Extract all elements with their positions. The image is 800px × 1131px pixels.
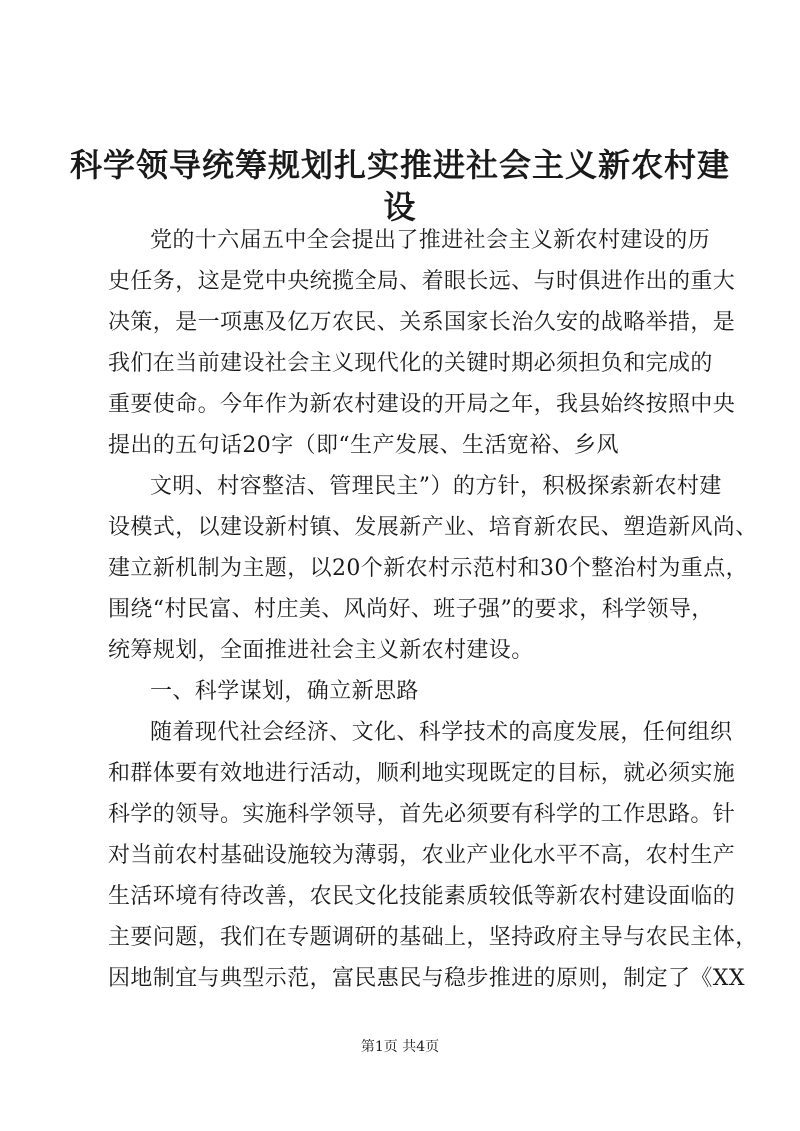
paragraph-line: 和群体要有效地进行活动，顺利地实现既定的目标，就必须实施 bbox=[108, 761, 736, 786]
paragraph-line: 决策，是一项惠及亿万农民、关系国家长治久安的战略举措，是 bbox=[108, 310, 736, 335]
paragraph-line: 主要问题，我们在专题调研的基础上，坚持政府主导与农民主体， bbox=[108, 925, 758, 950]
document-title-line-2: 设 bbox=[383, 188, 417, 226]
section-heading: 一、科学谋划，确立新思路 bbox=[150, 679, 419, 704]
paragraph-line: 建立新机制为主题，以20个新农村示范村和30个整治村为重点， bbox=[108, 556, 748, 581]
paragraph-line: 对当前农村基础设施较为薄弱，农业产业化水平不高，农村生产 bbox=[108, 843, 736, 868]
paragraph-line: 文明、村容整洁、管理民主”）的方针，积极探索新农村建 bbox=[150, 474, 722, 499]
document-title-line-1: 科学领导统筹规划扎实推进社会主义新农村建 bbox=[69, 146, 730, 184]
paragraph-line: 提出的五句话20字（即“生产发展、生活宽裕、乡风 bbox=[108, 433, 619, 458]
paragraph-line: 生活环境有待改善，农民文化技能素质较低等新农村建设面临的 bbox=[108, 884, 736, 909]
paragraph-line: 因地制宜与典型示范，富民惠民与稳步推进的原则，制定了《XX bbox=[108, 966, 745, 991]
page-footer: 第1页 共4页 bbox=[360, 1039, 440, 1055]
paragraph-line: 围绕“村民富、村庄美、风尚好、班子强”的要求，科学领导， bbox=[108, 597, 714, 622]
paragraph-line: 党的十六届五中全会提出了推进社会主义新农村建设的历 bbox=[150, 228, 711, 253]
paragraph-line: 统筹规划，全面推进社会主义新农村建设。 bbox=[108, 638, 534, 663]
paragraph-line: 随着现代社会经济、文化、科学技术的高度发展，任何组织 bbox=[150, 720, 733, 745]
paragraph-line: 科学的领导。实施科学领导，首先必须要有科学的工作思路。针 bbox=[108, 802, 736, 827]
paragraph-line: 重要使命。今年作为新农村建设的开局之年，我县始终按照中央 bbox=[108, 392, 736, 417]
paragraph-line: 史任务，这是党中央统揽全局、着眼长远、与时俱进作出的重大 bbox=[108, 269, 736, 294]
paragraph-line: 设模式，以建设新村镇、发展新产业、培育新农民、塑造新风尚、 bbox=[108, 515, 758, 540]
paragraph-line: 我们在当前建设社会主义现代化的关键时期必须担负和完成的 bbox=[108, 351, 713, 376]
